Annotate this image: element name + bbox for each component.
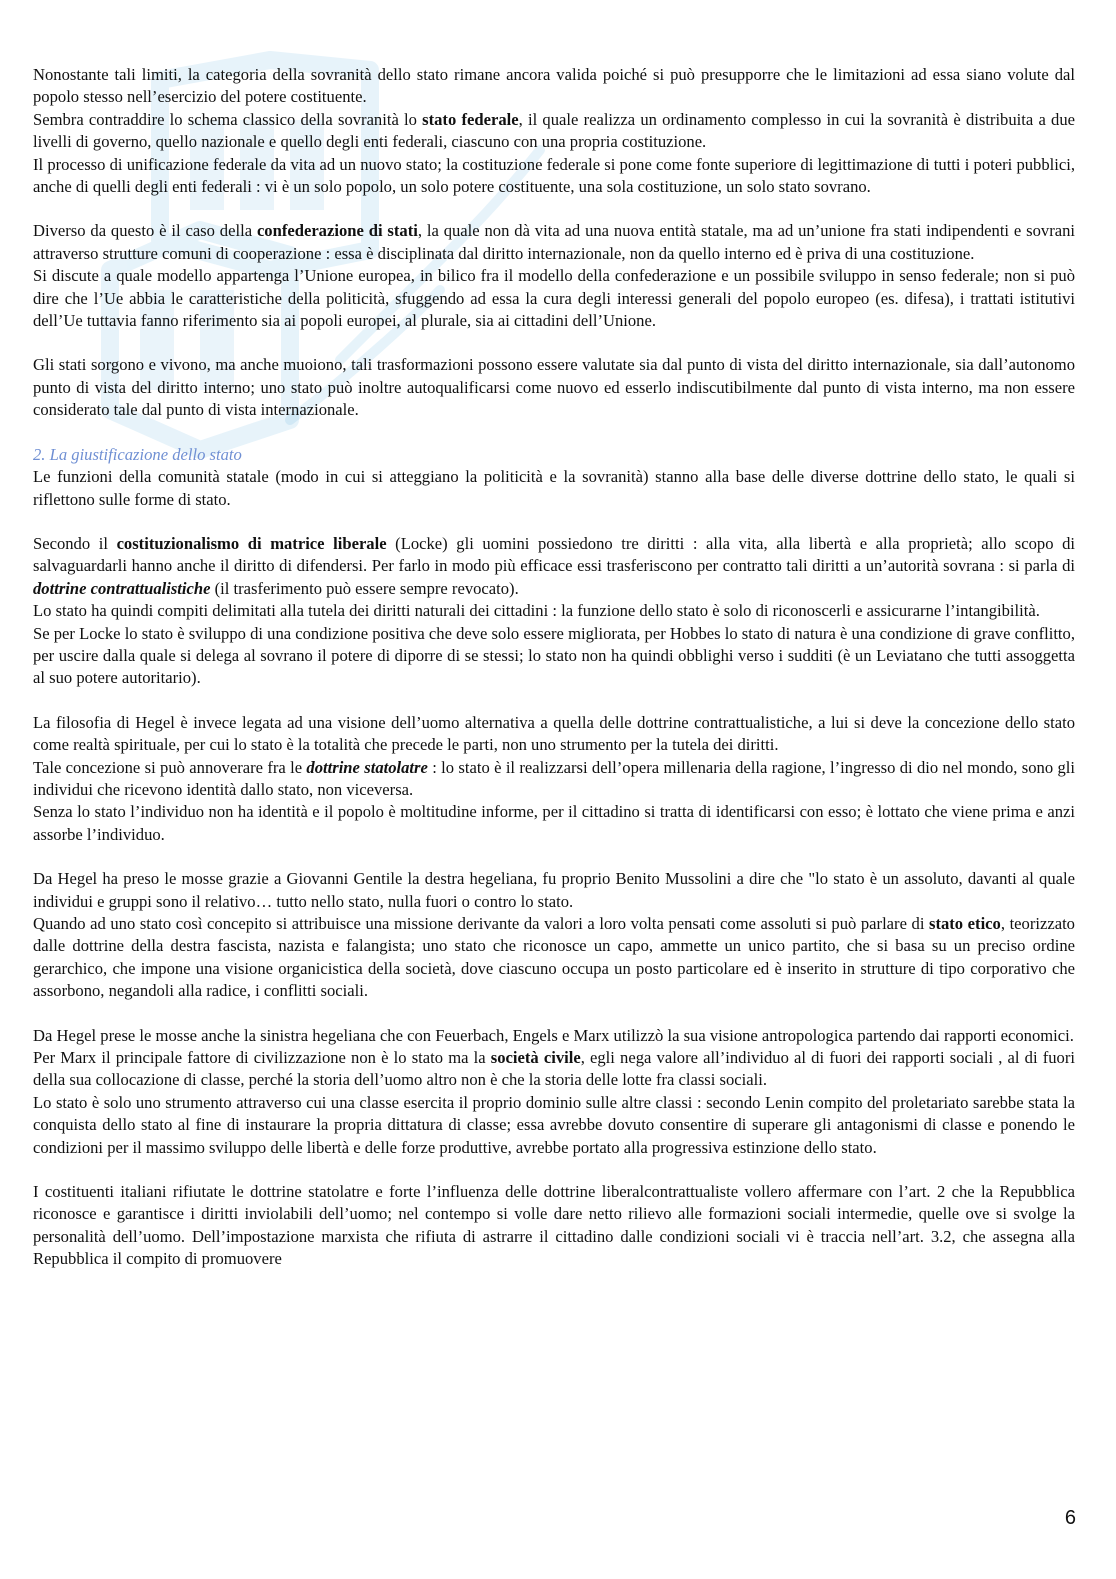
text-run: , teorizzato dalle dottrine della destra fascista, nazista e falangista; uno stato che riconosce un capo, ammette un unico partito, che si basa su un preciso ordine gerarchico, che impone una visione organicistica della società, dove ciascuno occupa un posto particolare ed è inserito in strutture di tipo corporativo che assorbono, negandoli alla radice, i conflitti sociali. (33, 914, 1075, 1001)
paragraph-spacer (33, 511, 1075, 533)
paragraph-spacer (33, 1159, 1075, 1181)
text-run: I costituenti italiani rifiutate le dottrine statolatre e forte l’influenza delle dottrine liberalcontrattualiste vollero affermare con l’art. 2 che la Repubblica riconosce e garantisce i diritti inviolabili dell’uomo; nel contempo si volle dare netto rilievo alle formazioni sociali intermedie, quelle ove si svolge la personalità dell’uomo. Dell’impostazione marxista che rifiuta di astrarre il cittadino dalle condizioni sociali vi è traccia nell’art. 3.2, che assegna alla Repubblica il compito di promuovere (33, 1182, 1075, 1269)
text-run: Lo stato è solo uno strumento attraverso cui una classe esercita il proprio dominio sulle altre classi : secondo Lenin compito del proletariato sarebbe stata la conquista dello stato al fine di instaurare la propria dittatura di classe; essa avrebbe dovuto consentire di superare gli antagonismi di classe e ponendo le condizioni per il massimo sviluppo delle libertà e delle forze produttive, avrebbe portato alla progressiva estinzione dello stato. (33, 1092, 1075, 1157)
paragraph (33, 154, 1075, 199)
text-run: Da Hegel prese le mosse anche la sinistra hegeliana che con Feuerbach, Engels e Marx utilizzò la sua visione antropologica partendo dai rapporti economici. (33, 1025, 1074, 1045)
text-run: Quando ad uno stato così concepito si attribuisce una missione derivante da valori a loro volta pensati come assoluti si può parlare di (33, 914, 929, 933)
paragraph (33, 265, 1075, 332)
text-run: 2. La giustificazione dello stato (33, 444, 242, 464)
text-run: Sembra contraddire lo schema classico della sovranità lo (33, 109, 423, 129)
bold-term: confederazione di stati (256, 221, 418, 241)
paragraph (33, 1025, 1075, 1047)
paragraph (33, 757, 1075, 802)
paragraph (33, 64, 1075, 109)
document-body (33, 64, 1075, 1271)
bold-term: stato etico (929, 914, 1001, 933)
paragraph (33, 109, 1075, 154)
paragraph (33, 1181, 1075, 1271)
paragraph (33, 1092, 1075, 1159)
text-run: Diverso da questo è il caso della (33, 221, 257, 241)
paragraph (33, 712, 1075, 757)
paragraph-spacer (33, 1003, 1075, 1025)
paragraph-spacer (33, 198, 1075, 220)
text-run: Se per Locke lo stato è sviluppo di una condizione positiva che deve solo essere migliorata, per Hobbes lo stato di natura è una condizione di grave conflitto, per uscire dalla quale si delega al sovrano il potere di diporre di se stessi; lo stato non ha quindi obblighi verso i sudditi (è un Leviatano che tutti assoggetta al suo potere autoritario). (33, 623, 1075, 688)
text-run: Lo stato ha quindi compiti delimitati alla tutela dei diritti naturali dei cittadini : la funzione dello stato è solo di riconoscerli e assicurarne l’intangibilità. (33, 601, 1040, 621)
text-run: Per Marx il principale fattore di civilizzazione non è lo stato ma la (33, 1048, 491, 1068)
paragraph (33, 354, 1075, 421)
text-run: Tale concezione si può annoverare fra le (33, 757, 307, 777)
text-run: (Locke) gli uomini possiedono tre diritti : alla vita, alla libertà e alla proprietà; allo scopo di salvaguardarli hanno anche il diritto di difendersi. Per farlo in modo più efficace essi trasferiscono per contratto tali diritti a un’autorità sovrana : si parla di (33, 533, 1075, 576)
bold-italic-term: dottrine statolatre (306, 757, 428, 777)
paragraph (33, 868, 1075, 913)
text-run: , egli nega valore all’individuo al di fuori dei rapporti sociali , al di fuori della sua collocazione di classe, perché la storia dell’uomo altro non è che la storia delle lotte fra classi sociali. (33, 1048, 1075, 1090)
text-run: Si discute a quale modello appartenga l’Unione europea, in bilico fra il modello della confederazione e un possibile sviluppo in senso federale; non si può dire che l’Ue abbia le caratteristiche della politicità, sfuggendo ad essa la cura degli interessi generali del popolo europeo (es. difesa), i trattati istitutivi dell’Ue tuttavia fanno riferimento sia ai popoli europei, al plurale, sia ai cittadini dell’Unione. (33, 266, 1075, 331)
paragraph (33, 1047, 1075, 1092)
text-run: Senza lo stato l’individuo non ha identità e il popolo è moltitudine informe, per il cittadino si tratta di identificarsi con esso; è lottato che viene prima e anzi assorbe l’individuo. (33, 802, 1075, 844)
bold-term: stato federale (422, 109, 519, 129)
paragraph-spacer (33, 690, 1075, 712)
text-run: Gli stati sorgono e vivono, ma anche muoiono, tali trasformazioni possono essere valutate sia dal punto di vista del diritto internazionale, sia dall’autonomo punto di vista del diritto interno; uno stato può inoltre autoqualificarsi come nuovo ed esserlo indiscutibilmente dal punto di vista interno, ma non essere considerato tale dal punto di vista internazionale. (33, 355, 1075, 420)
paragraph-spacer (33, 332, 1075, 354)
text-run: Da Hegel ha preso le mosse grazie a Giovanni Gentile la destra hegeliana, fu proprio Benito Mussolini a dire che "lo stato è un assoluto, davanti al quale individui e gruppi sono il relativo… tutto nello stato, nulla fuori o contro lo stato. (33, 869, 1075, 911)
text-run: , la quale non dà vita ad una nuova entità statale, ma ad un’unione fra stati indipendenti e sovrani attraverso strutture comuni di cooperazione : essa è disciplinata dal diritto internazionale, non da quello interno ed è priva di una costituzione. (33, 221, 1075, 263)
text-run: : lo stato è il realizzarsi dell’opera millenaria della ragione, l’ingresso di dio nel mondo, sono gli individui che ricevono identità dallo stato, non viceversa. (33, 757, 1075, 799)
bold-term: costituzionalismo di matrice liberale (116, 533, 387, 553)
paragraph (33, 801, 1075, 846)
bold-italic-term: dottrine contrattualistiche (33, 578, 211, 598)
text-run: Nonostante tali limiti, la categoria della sovranità dello stato rimane ancora valida poiché si può presupporre che le limitazioni ad essa siano volute dal popolo stesso nell’esercizio del potere costituente. (33, 65, 1075, 107)
text-run: Le funzioni della comunità statale (modo in cui si atteggiano la politicità e la sovranità) stanno alla base delle diverse dottrine dello stato, le quali si riflettono sulle forme di stato. (33, 467, 1075, 509)
text-run: , il quale realizza un ordinamento complesso in cui la sovranità è distribuita a due livelli di governo, quello nazionale e quello degli enti federali, ciascuno con una propria costituzione. (33, 109, 1075, 152)
paragraph (33, 533, 1075, 600)
paragraph (33, 220, 1075, 265)
bold-term: società civile (490, 1048, 581, 1068)
text-run: Secondo il (33, 533, 117, 553)
paragraph (33, 600, 1075, 622)
section-heading (33, 444, 1075, 466)
paragraph (33, 913, 1075, 1003)
text-run: Il processo di unificazione federale da vita ad un nuovo stato; la costituzione federale si pone come fonte superiore di legittimazione di tutti i poteri pubblici, anche di quelli degli enti federali : vi è un solo popolo, un solo potere costituente, una sola costituzione, un solo stato sovrano. (33, 154, 1075, 197)
text-run: (il trasferimento può essere sempre revocato). (210, 578, 519, 598)
paragraph (33, 466, 1075, 511)
text-run: La filosofia di Hegel è invece legata ad una visione dell’uomo alternativa a quella delle dottrine contrattualistiche, a lui si deve la concezione dello stato come realtà spirituale, per cui lo stato è la totalità che precede le parti, non uno strumento per la tutela dei diritti. (33, 712, 1075, 755)
page-number: 6 (1064, 1507, 1076, 1529)
paragraph (33, 623, 1075, 690)
paragraph-spacer (33, 846, 1075, 868)
paragraph-spacer (33, 422, 1075, 444)
